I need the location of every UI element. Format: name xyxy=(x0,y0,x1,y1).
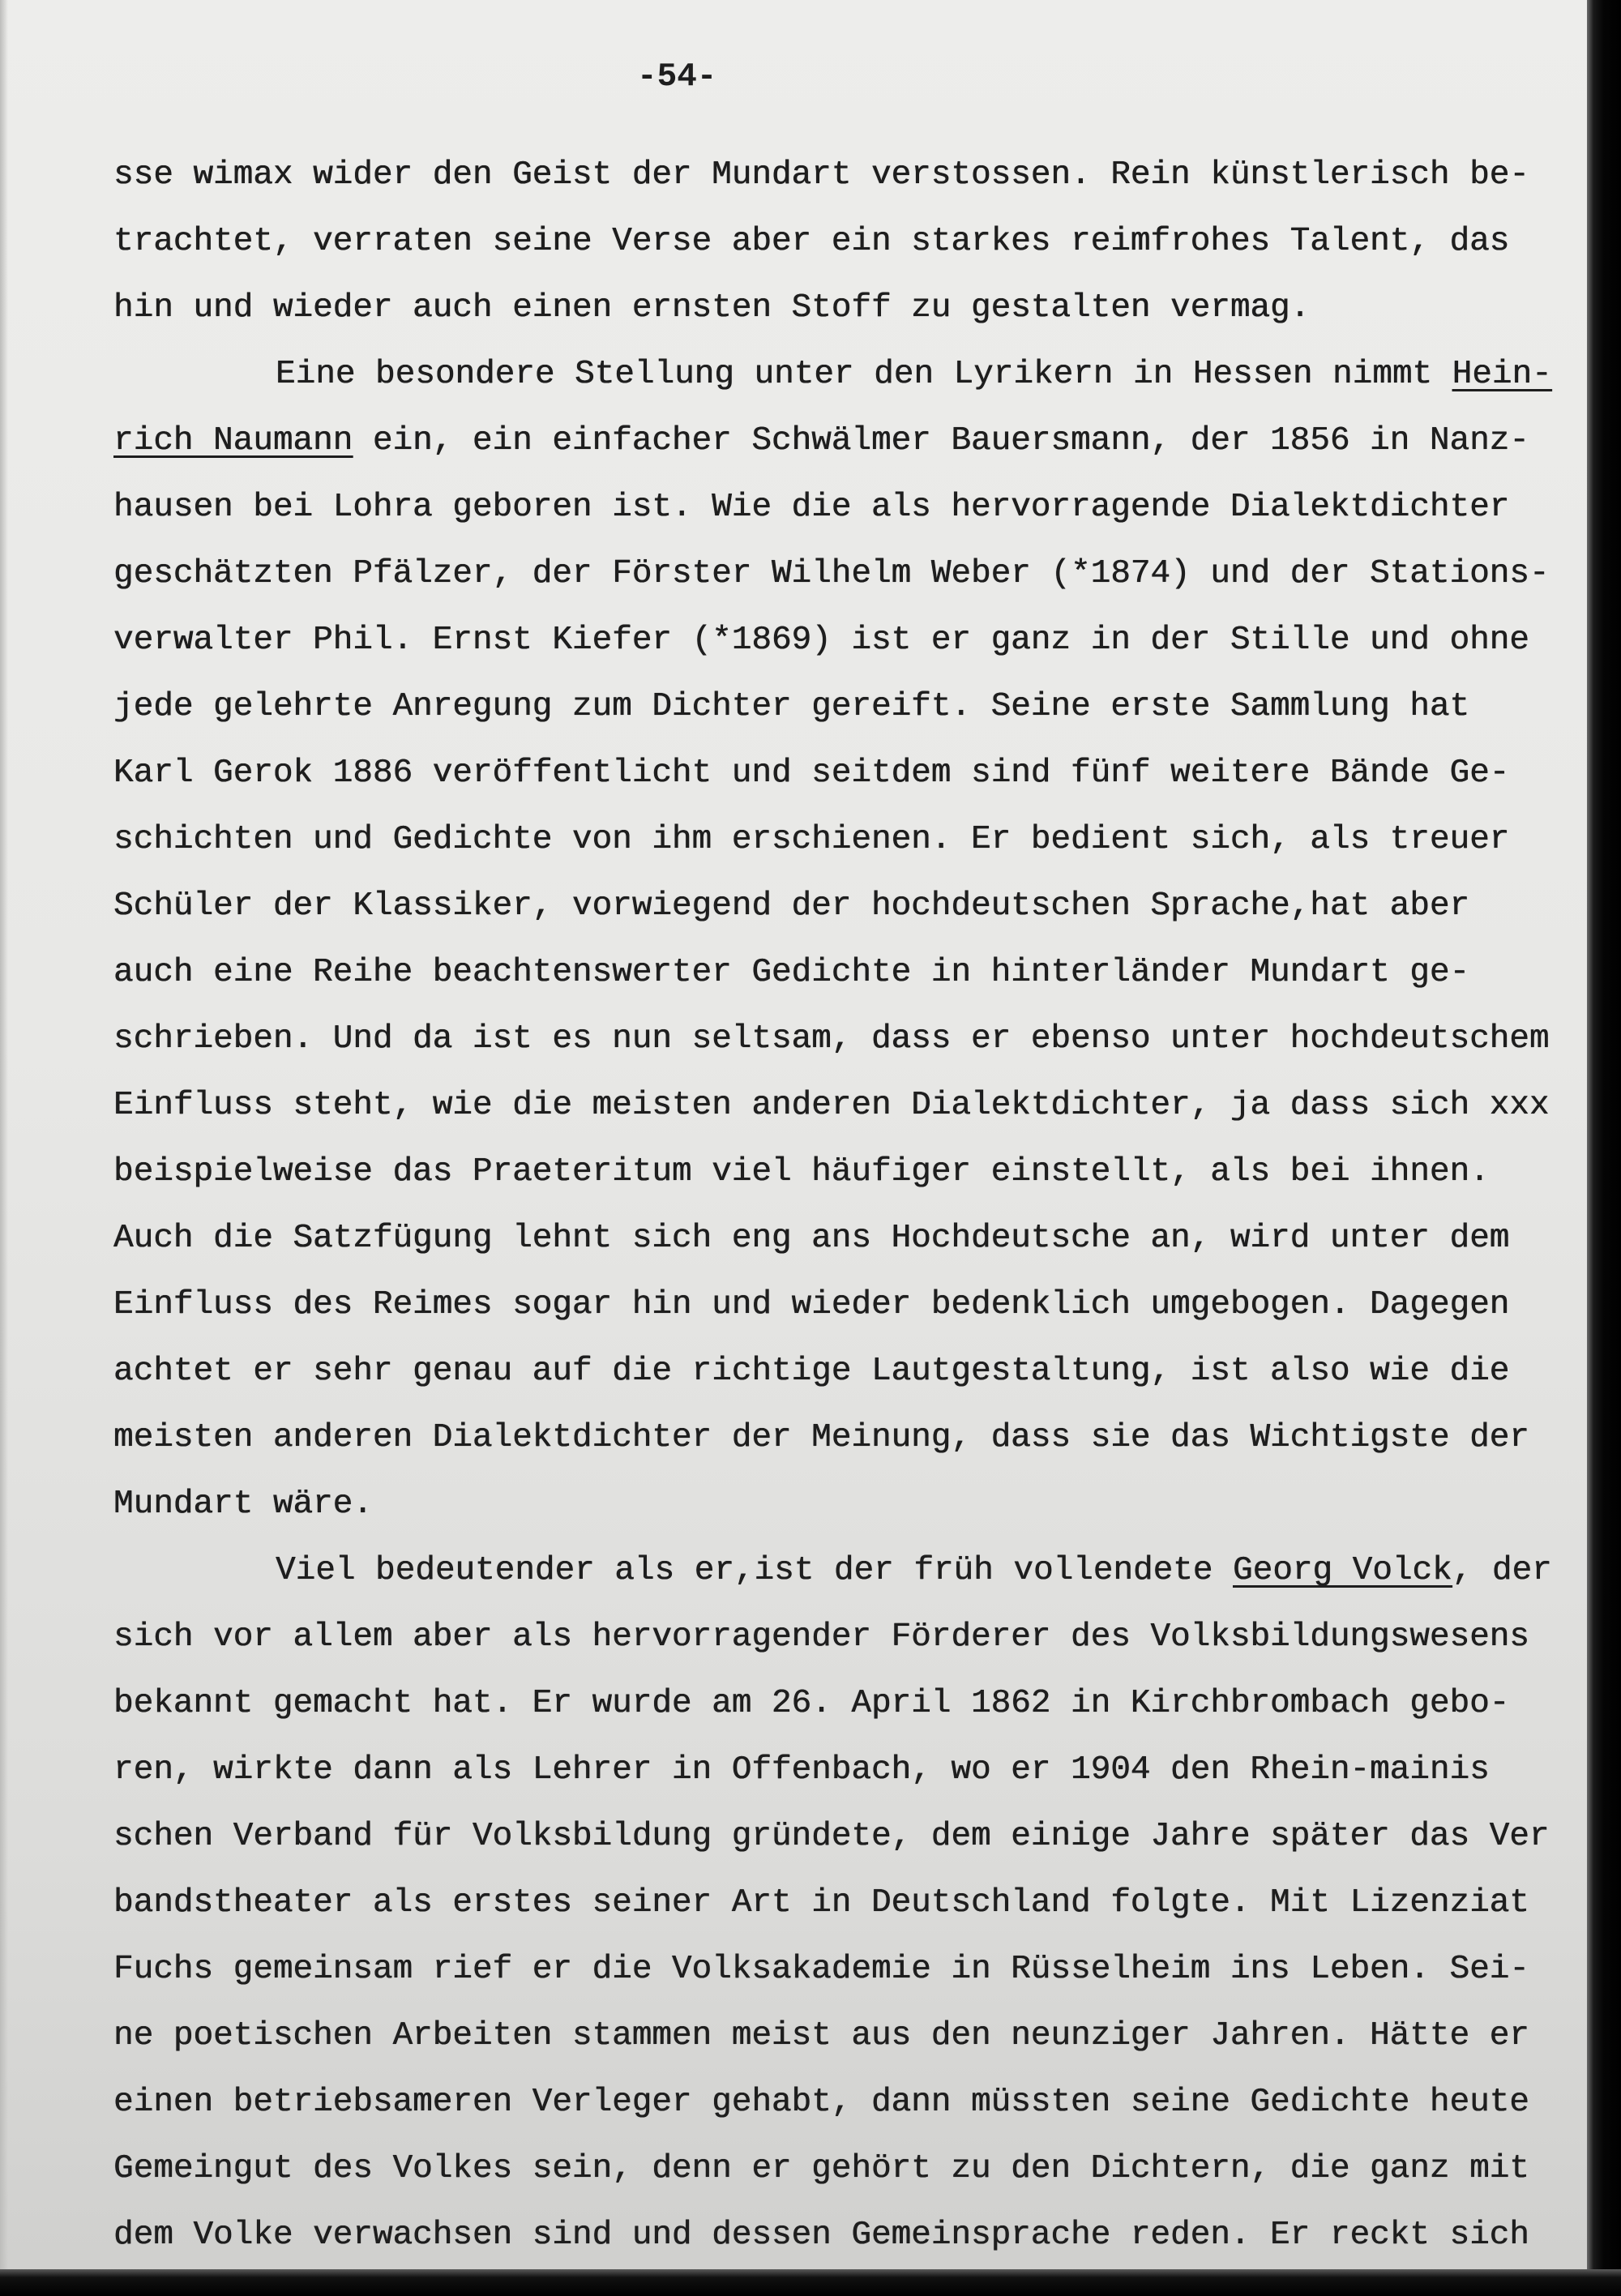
text-line xyxy=(113,142,1572,208)
text-segment: Karl Gerok 1886 veröffentlicht und seitdem sind fünf weitere Bände Ge- xyxy=(113,755,1510,792)
text-segment: jede gelehrte Anregung zum Dichter gereift. Seine erste Sammlung hat xyxy=(113,688,1470,725)
text-line xyxy=(113,474,1572,541)
text-segment: Fuchs gemeinsam rief er die Volksakademie in Rüsselheim ins Leben. Sei- xyxy=(113,1951,1529,1988)
text-segment: , der xyxy=(1452,1552,1552,1589)
page-number: -54- xyxy=(637,58,717,96)
text-segment: Schüler der Klassiker, vorwiegend der hochdeutschen Sprache,hat aber xyxy=(113,887,1470,925)
text-segment: Eine besondere Stellung unter den Lyrikern in Hessen nimmt xyxy=(276,356,1452,393)
text-line xyxy=(113,1272,1572,1338)
text-segment: Mundart wäre. xyxy=(113,1486,373,1523)
text-line xyxy=(113,1072,1572,1139)
text-line xyxy=(113,806,1572,873)
text-segment: verwalter Phil. Ernst Kiefer (*1869) ist er ganz in der Stille und ohne xyxy=(113,622,1529,659)
text-line xyxy=(113,607,1572,673)
text-segment: Gemeingut des Volkes sein, denn er gehört zu den Dichtern, die ganz mit xyxy=(113,2150,1529,2187)
text-line xyxy=(113,1139,1572,1205)
text-segment: schrieben. Und da ist es nun seltsam, dass er ebenso unter hochdeutschem xyxy=(113,1020,1550,1058)
text-line xyxy=(113,1936,1572,2003)
text-segment: einen betriebsameren Verleger gehabt, dann müssten seine Gedichte heute xyxy=(113,2084,1529,2121)
text-line xyxy=(113,1405,1572,1471)
text-segment: ne poetischen Arbeiten stammen meist aus den neunziger Jahren. Hätte er xyxy=(113,2017,1529,2054)
text-line xyxy=(113,541,1572,607)
text-line xyxy=(113,275,1572,341)
text-line xyxy=(113,1205,1572,1272)
text-segment: Einfluss steht, wie die meisten anderen Dialektdichter, ja dass sich xxx xyxy=(113,1087,1550,1124)
text-segment: sich vor allem aber als hervorragender Förderer des Volksbildungswesens xyxy=(113,1618,1529,1656)
text-segment: sse wimax wider den Geist der Mundart verstossen. Rein künstlerisch be- xyxy=(113,156,1529,194)
text-segment: beispielweise das Praeteritum viel häufiger einstellt, als bei ihnen. xyxy=(113,1153,1490,1191)
text-line xyxy=(113,1604,1572,1670)
text-line xyxy=(113,2069,1572,2136)
text-line xyxy=(113,1537,1572,1604)
text-segment: Viel bedeutender als er,ist der früh vollendete xyxy=(276,1552,1233,1589)
text-line xyxy=(113,1803,1572,1870)
text-line xyxy=(113,341,1572,408)
text-segment: hin und wieder auch einen ernsten Stoff zu gestalten vermag. xyxy=(113,289,1311,327)
text-segment: Einfluss des Reimes sogar hin und wieder bedenklich umgebogen. Dagegen xyxy=(113,1286,1510,1323)
text-segment: ren, wirkte dann als Lehrer in Offenbach, wo er 1904 den Rhein-mainis xyxy=(113,1751,1490,1789)
text-line xyxy=(113,673,1572,740)
text-line xyxy=(113,1670,1572,1737)
text-segment: meisten anderen Dialektdichter der Meinung, dass sie das Wichtigste der xyxy=(113,1419,1529,1456)
text-line xyxy=(113,1338,1572,1405)
text-segment: bekannt gemacht hat. Er wurde am 26. April 1862 in Kirchbrombach gebo- xyxy=(113,1685,1510,1722)
text-line xyxy=(113,408,1572,474)
text-segment: achtet er sehr genau auf die richtige Lautgestaltung, ist also wie die xyxy=(113,1353,1510,1390)
scan-bottom-border xyxy=(0,2269,1621,2296)
scan-edge-shadow xyxy=(0,0,8,2269)
text-line xyxy=(113,939,1572,1006)
text-segment: trachtet, verraten seine Verse aber ein starkes reimfrohes Talent, das xyxy=(113,223,1510,260)
underlined-name: Hein- xyxy=(1452,356,1552,393)
scan-right-border xyxy=(1587,0,1621,2296)
text-segment: dem Volke verwachsen sind und dessen Gemeinsprache reden. Er reckt sich xyxy=(113,2217,1529,2254)
text-line xyxy=(113,740,1572,806)
text-line xyxy=(113,1870,1572,1936)
underlined-name: rich Naumann xyxy=(113,422,353,460)
text-line xyxy=(113,2136,1572,2202)
text-segment: schen Verband für Volksbildung gründete, dem einige Jahre später das Ver xyxy=(113,1818,1550,1855)
text-segment: Auch die Satzfügung lehnt sich eng ans Hochdeutsche an, wird unter dem xyxy=(113,1220,1510,1257)
underlined-name: Georg Volck xyxy=(1233,1552,1452,1589)
text-line xyxy=(113,1737,1572,1803)
text-segment: schichten und Gedichte von ihm erschienen. Er bedient sich, als treuer xyxy=(113,821,1510,858)
text-segment: geschätzten Pfälzer, der Förster Wilhelm Weber (*1874) und der Stations- xyxy=(113,555,1550,592)
text-line xyxy=(113,2202,1572,2268)
text-line xyxy=(113,1471,1572,1537)
text-segment: bandstheater als erstes seiner Art in Deutschland folgte. Mit Lizenziat xyxy=(113,1884,1529,1922)
text-line xyxy=(113,2003,1572,2069)
text-line xyxy=(113,1006,1572,1072)
text-line xyxy=(113,873,1572,939)
page-body-text xyxy=(113,142,1572,2268)
text-segment: hausen bei Lohra geboren ist. Wie die als hervorragende Dialektdichter xyxy=(113,489,1510,526)
text-line xyxy=(113,208,1572,275)
text-segment: ein, ein einfacher Schwälmer Bauersmann, der 1856 in Nanz- xyxy=(353,422,1529,460)
text-segment: auch eine Reihe beachtenswerter Gedichte in hinterländer Mundart ge- xyxy=(113,954,1470,991)
